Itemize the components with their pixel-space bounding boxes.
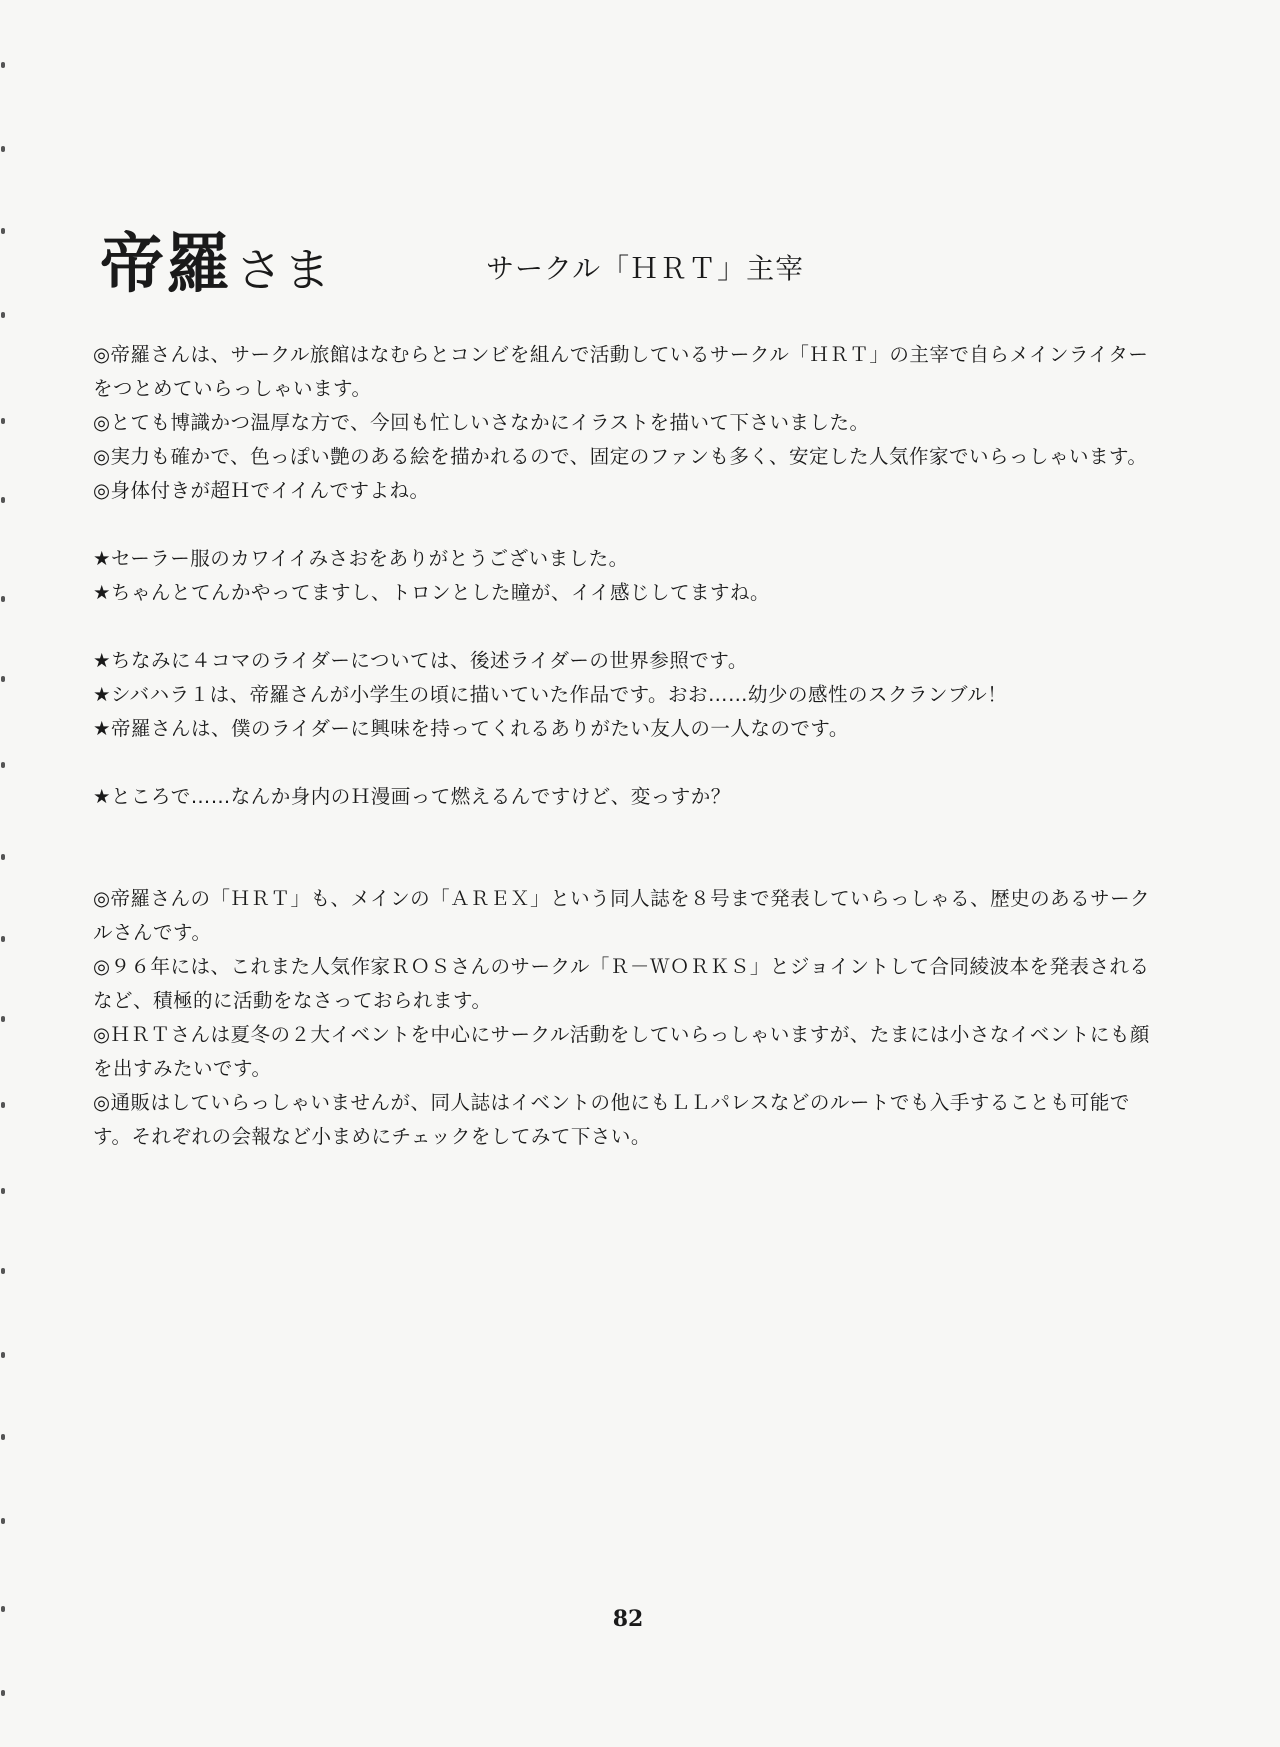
section-thanks xyxy=(93,542,1153,610)
section-notes xyxy=(93,644,1153,746)
paragraph: ◎通販はしていらっしゃいませんが、同人誌はイベントの他にもＬＬパレスなどのルートでも入手することも可能です。それぞれの会報など小まめにチェックをしてみて下さい。 xyxy=(93,1091,1130,1148)
paragraph: ◎身体付きが超Ｈでイイんですよね。 xyxy=(93,479,430,502)
paragraph: ★ところで……なんか身内のＨ漫画って燃えるんですけど、変っすか？ xyxy=(93,785,731,808)
honorific: さま xyxy=(236,243,332,297)
paragraph: ★ちゃんとてんかやってますし、トロンとした瞳が、イイ感じしてますね。 xyxy=(93,581,771,604)
paragraph: ◎実力も確かで、色っぽい艶のある絵を描かれるので、固定のファンも多く、安定した人気作家でいらっしゃいます。 xyxy=(93,445,1148,468)
artist-name-text: 帝羅 xyxy=(100,228,232,302)
paragraph: ◎ＨＲＴさんは夏冬の２大イベントを中心にサークル活動をしていらっしゃいますが、たまには小さなイベントにも顔を出すみたいです。 xyxy=(93,1023,1150,1080)
paragraph: ★シバハラ１は、帝羅さんが小学生の頃に描いていた作品です。おお……幼少の感性のスクランブル！ xyxy=(93,683,1008,706)
page-number: 82 xyxy=(612,1606,644,1632)
paragraph: ◎９６年には、これまた人気作家ＲＯＳさんのサークル「Ｒ－ＷＯＲＫＳ」とジョイントして合同綾波本を発表されるなど、積極的に活動をなさっておられます。 xyxy=(93,955,1150,1012)
artist-role: サークル「ＨＲＴ」主宰 xyxy=(486,252,805,285)
profile-body xyxy=(93,338,1153,1154)
artist-name xyxy=(100,225,332,310)
paragraph: ★セーラー服のカワイイみさおをありがとうございました。 xyxy=(93,547,629,570)
paragraph: ◎帝羅さんは、サークル旅館はなむらとコンビを組んで活動しているサークル「ＨＲＴ」の主宰で自らメインライターをつとめていらっしゃいます。 xyxy=(93,343,1149,400)
paragraph: ◎帝羅さんの「ＨＲＴ」も、メインの「ＡＲＥＸ」という同人誌を８号まで発表していらっしゃる、歴史のあるサークルさんです。 xyxy=(93,887,1151,944)
binding-edge xyxy=(0,0,8,1747)
section-intro xyxy=(93,338,1153,508)
profile-header xyxy=(100,225,1180,305)
section-circle-info xyxy=(93,882,1153,1154)
paragraph: ★帝羅さんは、僕のライダーに興味を持ってくれるありがたい友人の一人なのです。 xyxy=(93,717,849,740)
paragraph: ★ちなみに４コマのライダーについては、後述ライダーの世界参照です。 xyxy=(93,649,748,672)
section-aside xyxy=(93,780,1153,814)
paragraph: ◎とても博識かつ温厚な方で、今回も忙しいさなかにイラストを描いて下さいました。 xyxy=(93,411,870,434)
